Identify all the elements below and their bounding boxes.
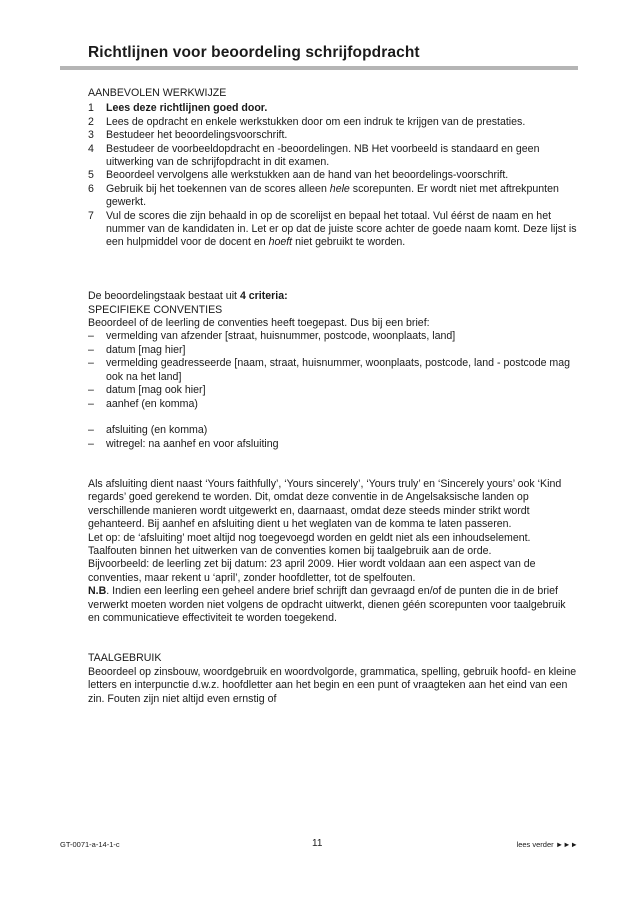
page-footer [60,838,578,852]
step-text-emphasis: hele [329,182,350,195]
step-item [88,102,578,115]
dash-mark: – [88,437,94,450]
step-item [88,183,578,210]
page-number: 11 [312,838,323,849]
werkwijze-steps [88,102,578,249]
step-number: 5 [88,169,94,182]
list-item-text: datum [mag hier] [106,343,186,356]
conventies-heading: SPECIFIEKE CONVENTIES [88,303,223,316]
dash-mark: – [88,343,94,356]
step-text-part: Gebruik bij het toekennen van de scores alleen [106,182,330,195]
step-text [106,183,559,208]
step-text: Bestudeer het beoordelingsvoorschrift. [106,129,288,142]
step-text [106,210,577,249]
step-number: 2 [88,115,94,128]
list-item-text: vermelding van afzender [straat, huisnummer, postcode, woonplaats, land] [106,330,456,343]
dash-mark: – [88,397,94,410]
list-item [88,357,578,384]
conventies-list-closing [88,424,578,451]
paragraph: Taalfouten binnen het uitwerken van de conventies komen bij taalgebruik aan de orde. [88,544,492,557]
step-number: 6 [88,182,94,195]
step-item [88,210,578,250]
step-text-emphasis: hoeft [268,236,293,249]
list-item [88,398,578,411]
dash-mark: – [88,384,94,397]
step-item [88,129,578,142]
step-number: 3 [88,129,94,142]
list-item [88,424,578,437]
step-text: Bestudeer de voorbeeldopdracht en -beoordelingen. NB Het voorbeeld is standaard en geen uitwerking van de schrijfopdracht in dit examen. [106,142,540,169]
step-text: Beoordeel vervolgens alle werkstukken aan de hand van het beoordelings-voorschrift. [106,169,509,182]
step-item [88,169,578,182]
list-item [88,330,578,343]
paragraph: Bijvoorbeeld: de leerling zet bij datum: 23 april 2009. Hier wordt voldaan aan een aspect van de conventies, maar rekent u ‘april’, zonder hoofdletter, tot de spelfouten. [88,558,536,584]
nb-label: N.B [88,585,107,598]
list-item-text: vermelding geadresseerde [naam, straat, huisnummer, woonplaats, postcode, land - postcode mag ook na het land] [106,357,571,383]
list-item [88,344,578,357]
conventies-list [88,330,578,410]
page-title: Richtlijnen voor beoordeling schrijfopdracht [88,44,420,61]
step-item [88,116,578,129]
dash-mark: – [88,424,94,437]
list-item [88,384,578,397]
spacer [88,465,578,478]
paragraph: Let op: de ‘afsluiting’ moet altijd nog toegevoegd worden en geldt niet als een inhoudselement. [88,531,531,544]
step-number: 1 [88,102,94,115]
step-number: 4 [88,142,94,155]
criteria-intro-text: De beoordelingstaak bestaat uit [88,290,240,303]
dash-mark: – [88,357,94,370]
document-code: GT-0071-a-14-1-c [60,840,120,849]
taalgebruik-text: Beoordeel op zinsbouw, woordgebruik en woordvolgorde, grammatica, spelling, gebruik hoofd- en kleine letters en interpunctie d.w.z. hoofdletter aan het begin en een punt of vraagteken aan het eind van een zin. Fouten zijn niet altijd even ernstig of [88,665,577,705]
continue-label: lees verder ►►► [516,840,578,849]
list-item-text: datum [mag ook hier] [106,384,206,397]
step-text: Lees de opdracht en enkele werkstukken door om een indruk te krijgen van de prestaties. [106,115,526,128]
step-item [88,143,578,170]
spacer [88,411,578,424]
paragraph: Als afsluiting dient naast ‘Yours faithfully’, ‘Yours sincerely’, ‘Yours truly’ en ‘Sincerely yours’ ook ‘Kind regards’ goed gerekend te worden. Dit, omdat deze conventie in de Angelsaksische landen op verschillende manieren wordt uitgewerkt en, daarnaast, omdat deze steeds minder strikt wordt gehanteerd. Bij aanhef en afsluiting dient u het weglaten van de komma te laten passeren. [88,477,562,531]
criteria-intro [88,290,578,303]
werkwijze-heading: AANBEVOLEN WERKWIJZE [88,87,227,99]
nb-paragraph [88,585,578,625]
nb-text: . Indien een leerling een geheel andere brief schrijft dan gevraagd en/of de punten die in de brief verwerkt moeten worden niet volgens de opdracht uitwerkt, dienen géén scorepunten voor taalgebruik en communicatieve effectiviteit te worden toegekend. [88,585,566,624]
step-text-part: niet gebruikt te worden. [292,236,406,249]
step-text: Lees deze richtlijnen goed door. [106,102,268,115]
step-text-part: Vul de scores die zijn behaald in op de scorelijst en bepaal het totaal. Vul éérst de naam en het nummer van de kandidaten in. Let er op dat de juiste score achter de goede naam komt. Deze lijst is een hulpmiddel voor de docent en [106,209,577,249]
list-item-text: witregel: na aanhef en voor afsluiting [106,437,279,450]
spacer [88,250,578,277]
step-text-part: scorepunten. Er wordt niet met aftrekpunten gewerkt. [106,182,559,209]
spacer [88,277,578,290]
taalgebruik-heading: TAALGEBRUIK [88,652,162,665]
step-number: 7 [88,209,94,222]
list-item-text: afsluiting (en komma) [106,424,208,437]
list-item [88,438,578,451]
list-item-text: aanhef (en komma) [106,397,198,410]
dash-mark: – [88,330,94,343]
title-rule [60,66,578,70]
conventies-lead: Beoordeel of de leerling de conventies heeft toegepast. Dus bij een brief: [88,317,430,330]
spacer [88,451,578,464]
document-body [88,87,578,706]
criteria-count: 4 criteria: [239,290,288,303]
spacer [88,625,578,652]
